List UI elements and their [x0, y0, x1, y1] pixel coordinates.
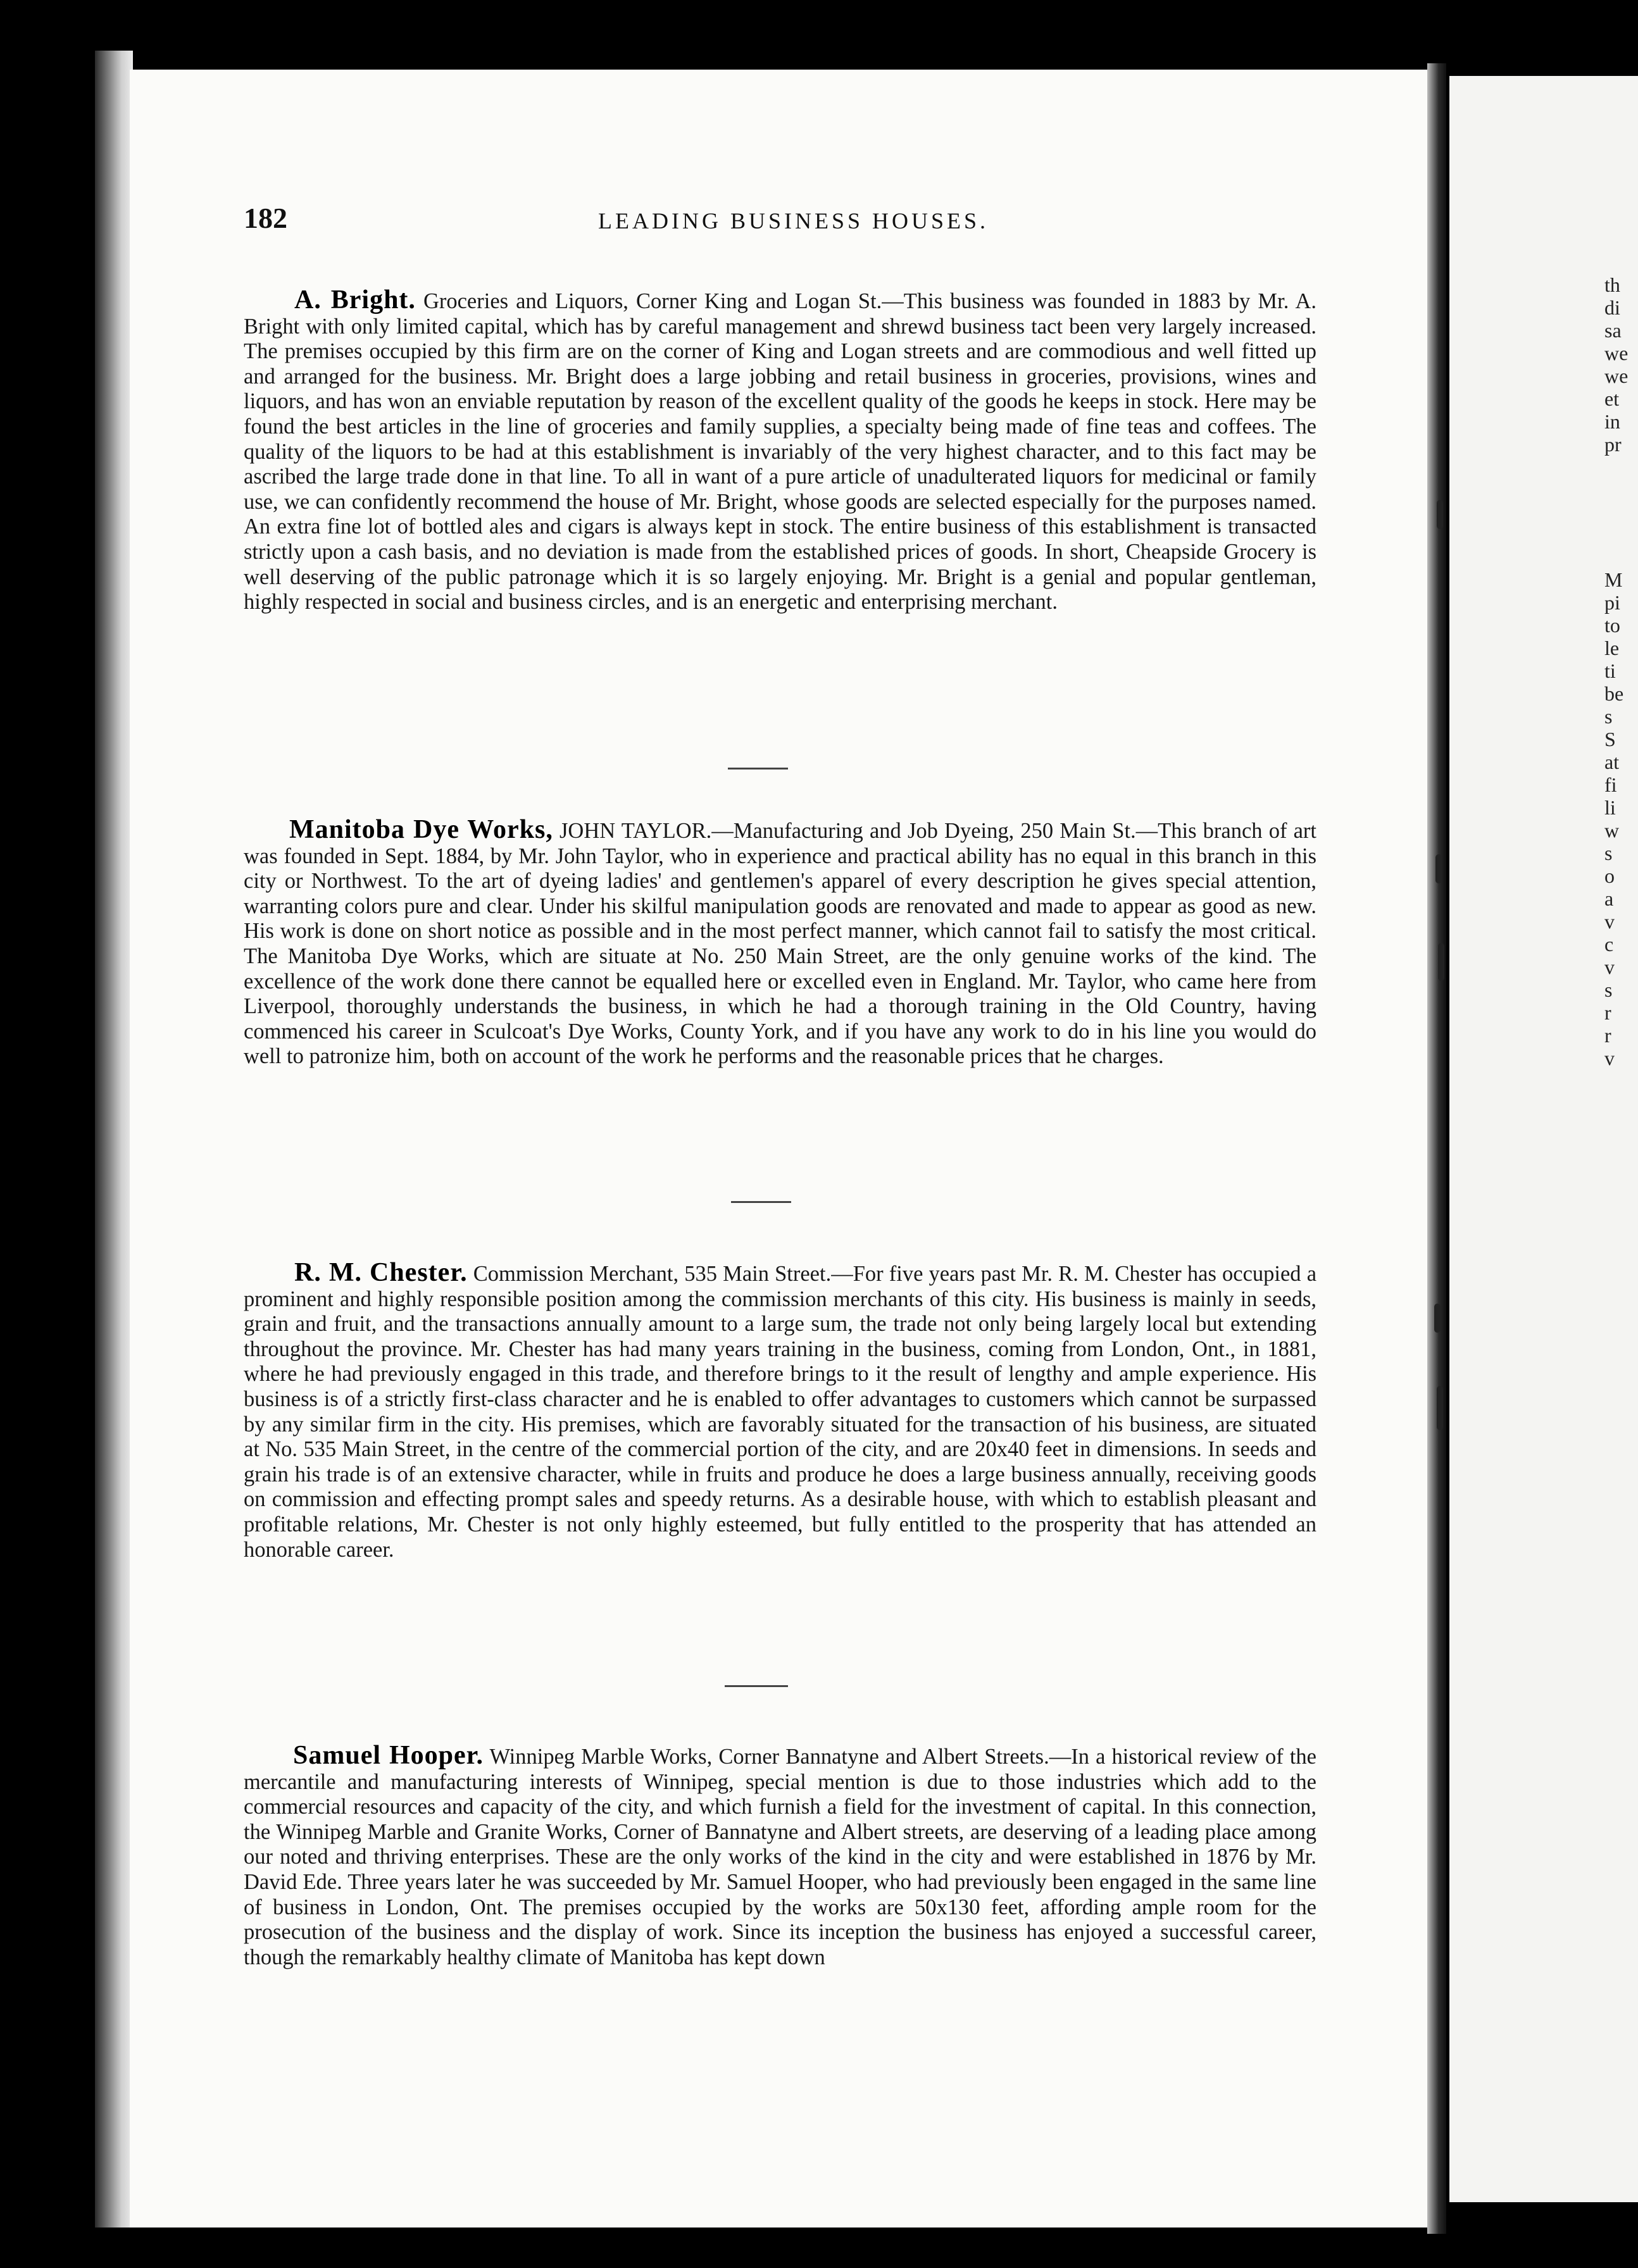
- page-number: 182: [244, 202, 287, 234]
- fragment-line: le: [1604, 637, 1620, 659]
- binding-thread-mark: [1437, 1386, 1443, 1430]
- business-entry-hooper: [244, 1743, 1316, 1970]
- entry-name: R. M. Chester.: [294, 1258, 468, 1287]
- entry-text: JOHN TAYLOR.—Manufacturing and Job Dyeing, 250 Main St.—This branch of art was founded in Sept. 1884, by Mr. John Taylor, who in experience and practical ability has no equal in this branch in this city or Northwest. To the art of dyeing ladies' and gentlemen's apparel of every description he gives special attention, warranting colors pure and clear. Under his skilful manipulation goods are renovated and made to appear as good as new. His work is done on short notice as possible and in the most perfect manner, which cannot fail to satisfy the most critical. The Manitoba Dye Works, which are situate at No. 250 Main Street, are the only genuine works of the kind. The excellence of the work done there cannot be equalled here or excelled even in England. Mr. Taylor, who came here from Liverpool, thoroughly understands the business, in which he had a thorough training in the Old Country, having commenced his career in Sculcoat's Dye Works, County York, and if you have any work to do in his line you would do well to patronize him, both on account of the work he performs and the reasonable prices that he charges.: [244, 819, 1316, 1069]
- fragment-line: a: [1604, 887, 1614, 910]
- fragment-line: di: [1604, 296, 1620, 319]
- facing-page-fragment-top: [1604, 273, 1638, 456]
- section-divider: [725, 1685, 788, 1687]
- fragment-line: et: [1604, 387, 1620, 410]
- business-entry-bright: [244, 285, 1316, 615]
- business-entry-manitoba-dye-works: [244, 815, 1316, 1069]
- fragment-line: we: [1604, 364, 1629, 387]
- fragment-line: v: [1604, 910, 1615, 933]
- entry-name: A. Bright.: [294, 285, 416, 315]
- fragment-line: s: [1604, 705, 1613, 728]
- fragment-line: pr: [1604, 433, 1622, 456]
- fragment-line: in: [1604, 410, 1620, 433]
- business-entry-chester: [244, 1258, 1317, 1562]
- fragment-line: th: [1604, 273, 1620, 296]
- fragment-line: o: [1604, 864, 1615, 887]
- fragment-line: to: [1604, 614, 1620, 637]
- page-edge-left: [95, 51, 133, 2228]
- fragment-line: r: [1604, 1024, 1611, 1047]
- fragment-line: v: [1604, 1047, 1615, 1069]
- binding-thread-mark: [1435, 854, 1442, 883]
- entry-name: Manitoba Dye Works,: [289, 815, 553, 844]
- fragment-line: ti: [1604, 659, 1616, 682]
- entry-text: Commission Merchant, 535 Main Street.—For five years past Mr. R. M. Chester has occupied a prominent and highly responsible position among the commission merchants of this city. His business is mainly in seeds, grain and fruit, and the transactions annually amount to a large sum, the trade not only being largely local but extending throughout the province. Mr. Chester has had many years training in the business, coming from London, Ont., in 1881, where he had previously engaged in this trade, and therefore brings to it the result of lengthy and ample experience. His business is of a strictly first-class character and he is enabled to offer advantages to customers which cannot be surpassed by any similar firm in the city. His premises, which are favorably situated for the transaction of his business, are situated at No. 535 Main Street, in the centre of the commercial portion of the city, and are 20x40 feet in dimensions. In seeds and grain his trade is of an extensive character, while in fruits and produce he does a large business annually, receiving goods on commission and effecting prompt sales and speedy returns. As a desirable house, with which to establish pleasant and profitable relations, Mr. Chester is not only highly esteemed, but fully entitled to the prosperity that has attended an honorable career.: [244, 1262, 1317, 1562]
- fragment-line: s: [1604, 842, 1613, 864]
- fragment-line: r: [1604, 1001, 1611, 1024]
- entry-text: Groceries and Liquors, Corner King and Logan St.—This business was founded in 1883 by Mr. A. Bright with only limited capital, which has by careful management and shrewd business tact been very largely increased. The premises occupied by this firm are on the corner of King and Logan streets and are commodious and well fitted up and arranged for the business. Mr. Bright does a large jobbing and retail business in groceries, provisions, wines and liquors, and has won an enviable reputation by reason of the excellent quality of the goods he keeps in stock. Here may be found the best articles in the line of groceries and family supplies, a specialty being made of fine teas and coffees. The quality of the liquors to be had at this establishment is invariably of the very highest character, and to this fact may be ascribed the large trade done in that line. To all in want of a pure article of unadulterated liquors for medicinal or family use, we can confidently recommend the house of Mr. Bright, whose goods are selected especially for the purposes named. An extra fine lot of bottled ales and cigars is always kept in stock. The entire business of this establishment is transacted strictly upon a cash basis, and no deviation is made from the established prices of goods. In short, Cheapside Grocery is well deserving of the public patronage which it is so largely enjoying. Mr. Bright is a genial and popular gentleman, highly respected in social and business circles, and is an energetic and enterprising merchant.: [244, 289, 1316, 614]
- book-gutter: [1427, 63, 1446, 2234]
- binding-thread-mark: [1434, 1304, 1441, 1333]
- fragment-line: at: [1604, 751, 1620, 773]
- section-divider: [731, 1201, 791, 1203]
- fragment-line: v: [1604, 956, 1615, 978]
- fragment-line: fi: [1604, 773, 1617, 796]
- page-header: [244, 201, 1320, 233]
- fragment-line: be: [1604, 682, 1624, 705]
- entry-name: Samuel Hooper.: [293, 1741, 484, 1770]
- fragment-line: pi: [1604, 591, 1620, 614]
- binding-thread-mark: [1438, 943, 1444, 981]
- fragment-line: li: [1604, 796, 1616, 819]
- binding-thread-mark: [1437, 500, 1443, 529]
- fragment-line: M: [1604, 568, 1623, 591]
- facing-page-fragment-bottom: [1604, 568, 1638, 1069]
- entry-text: Winnipeg Marble Works, Corner Bannatyne and Albert Streets.—In a historical review of the mercantile and manufacturing interests of Winnipeg, special mention is due to those industries which add to the commercial resources and capacity of the city, and which furnish a field for the investment of capital. In this connection, the Winnipeg Marble and Granite Works, Corner of Bannatyne and Albert streets, are deserving of a leading place among our noted and thriving enterprises. These are the only works of the kind in the city and were established in 1876 by Mr. David Ede. Three years later he was succeeded by Mr. Samuel Hooper, who had previously been engaged in the same line of business in London, Ont. The premises occupied by the works are 50x130 feet, affording ample room for the prosecution of the business and the display of work. Since its inception the business has enjoyed a successful career, though the remarkably healthy climate of Manitoba has kept down: [244, 1745, 1316, 1969]
- running-head: LEADING BUSINESS HOUSES.: [598, 208, 989, 234]
- fragment-line: w: [1604, 819, 1620, 842]
- fragment-line: sa: [1604, 319, 1622, 342]
- section-divider: [728, 768, 788, 770]
- fragment-line: c: [1604, 933, 1614, 956]
- fragment-line: s: [1604, 978, 1613, 1001]
- fragment-line: S: [1604, 728, 1616, 751]
- fragment-line: we: [1604, 342, 1629, 364]
